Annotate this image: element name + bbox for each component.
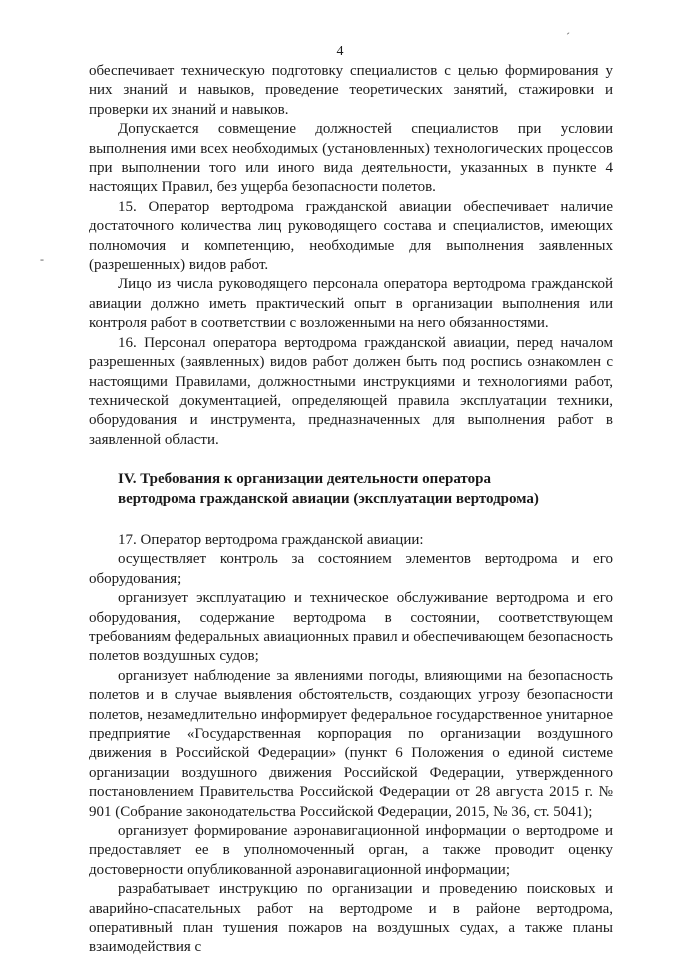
paragraphs-before xyxy=(89,62,613,450)
section-heading-line: вертодрома гражданской авиации (эксплуатации вертодрома) xyxy=(118,490,539,507)
paragraph: обеспечивает техническую подготовку специалистов с целью формирования у них знаний и навыков, проведение теоретических занятий, стажировки и проверки их знаний и навыков. xyxy=(89,63,613,118)
paragraph: организует формирование аэронавигационной информации о вертодроме и предоставляет ее в уполномоченный орган, а также проводит оценку достоверности опубликованной аэронавигационной информации; xyxy=(89,823,613,878)
margin-mark: - xyxy=(40,252,44,266)
paragraph: организует наблюдение за явлениями погоды, влияющими на безопасность полетов и в случае выявления обстоятельств, создающих угрозу безопасности полетов, незамедлительно информирует федеральное государственное унитарное предприятие «Государственная корпорация по организации воздушного движения в Российской Федерации» (пункт 6 Положения о единой системе организации воздушного движения Российской Федерации, утвержденного постановлением Правительства Российской Федерации от 28 августа 2015 г. № 901 (Собрание законодательства Российской Федерации, 2015, № 36, ст. 5041); xyxy=(89,667,613,820)
paragraph: 17. Оператор вертодрома гражданской авиации: xyxy=(118,531,424,548)
paragraph: Лицо из числа руководящего персонала оператора вертодрома гражданской авиации должно иметь практический опыт в организации выполнения или контроля работ в соответствии с возложенными на него обязанностями. xyxy=(89,276,613,332)
paragraph: 15. Оператор вертодрома гражданской авиации обеспечивает наличие достаточного количества лиц руководящего состава и специалистов, имеющих полномочия и компетенцию, необходимые для выполнения заявленных (разрешенных) видов работ. xyxy=(89,198,613,274)
paragraph: разрабатывает инструкцию по организации и проведению поисковых и аварийно-спасательных работ на вертодроме и в районе вертодрома, оперативный план тушения пожаров на воздушных судах, а также планы взаимодействия с xyxy=(89,881,613,956)
margin-mark: ˊ xyxy=(566,30,570,44)
paragraph: организует эксплуатацию и техническое обслуживание вертодрома и его оборудования, содержание вертодрома в состоянии, соответствующем требованиям федеральных авиационных правил и обеспечивающем безопасность полетов воздушных судов; xyxy=(89,590,613,665)
paragraph: Допускается совмещение должностей специалистов при условии выполнения ими всех необходимых (установленных) технологических процессов при выполнении того или иного вида деятельности, указанных в пункте 4 настоящих Правил, без ущерба безопасности полетов. xyxy=(89,121,613,196)
paragraphs-after xyxy=(89,531,613,958)
paragraph: осуществляет контроль за состоянием элементов вертодрома и его оборудования; xyxy=(89,551,613,587)
section-heading-line: IV. Требования к организации деятельности оператора xyxy=(118,471,491,488)
paragraph: 16. Персонал оператора вертодрома гражданской авиации, перед началом разрешенных (заявленных) видов работ должен быть под роспись ознакомлен с настоящими Правилами, должностными инструкциями и технологиями работ, технической документацией, определяющей правила эксплуатации техники, оборудования и инструмента, предназначенных для выполнения работ в заявленной области. xyxy=(89,334,613,448)
section-heading xyxy=(89,470,613,509)
page-number: 4 xyxy=(336,44,344,59)
document-body xyxy=(89,62,613,958)
